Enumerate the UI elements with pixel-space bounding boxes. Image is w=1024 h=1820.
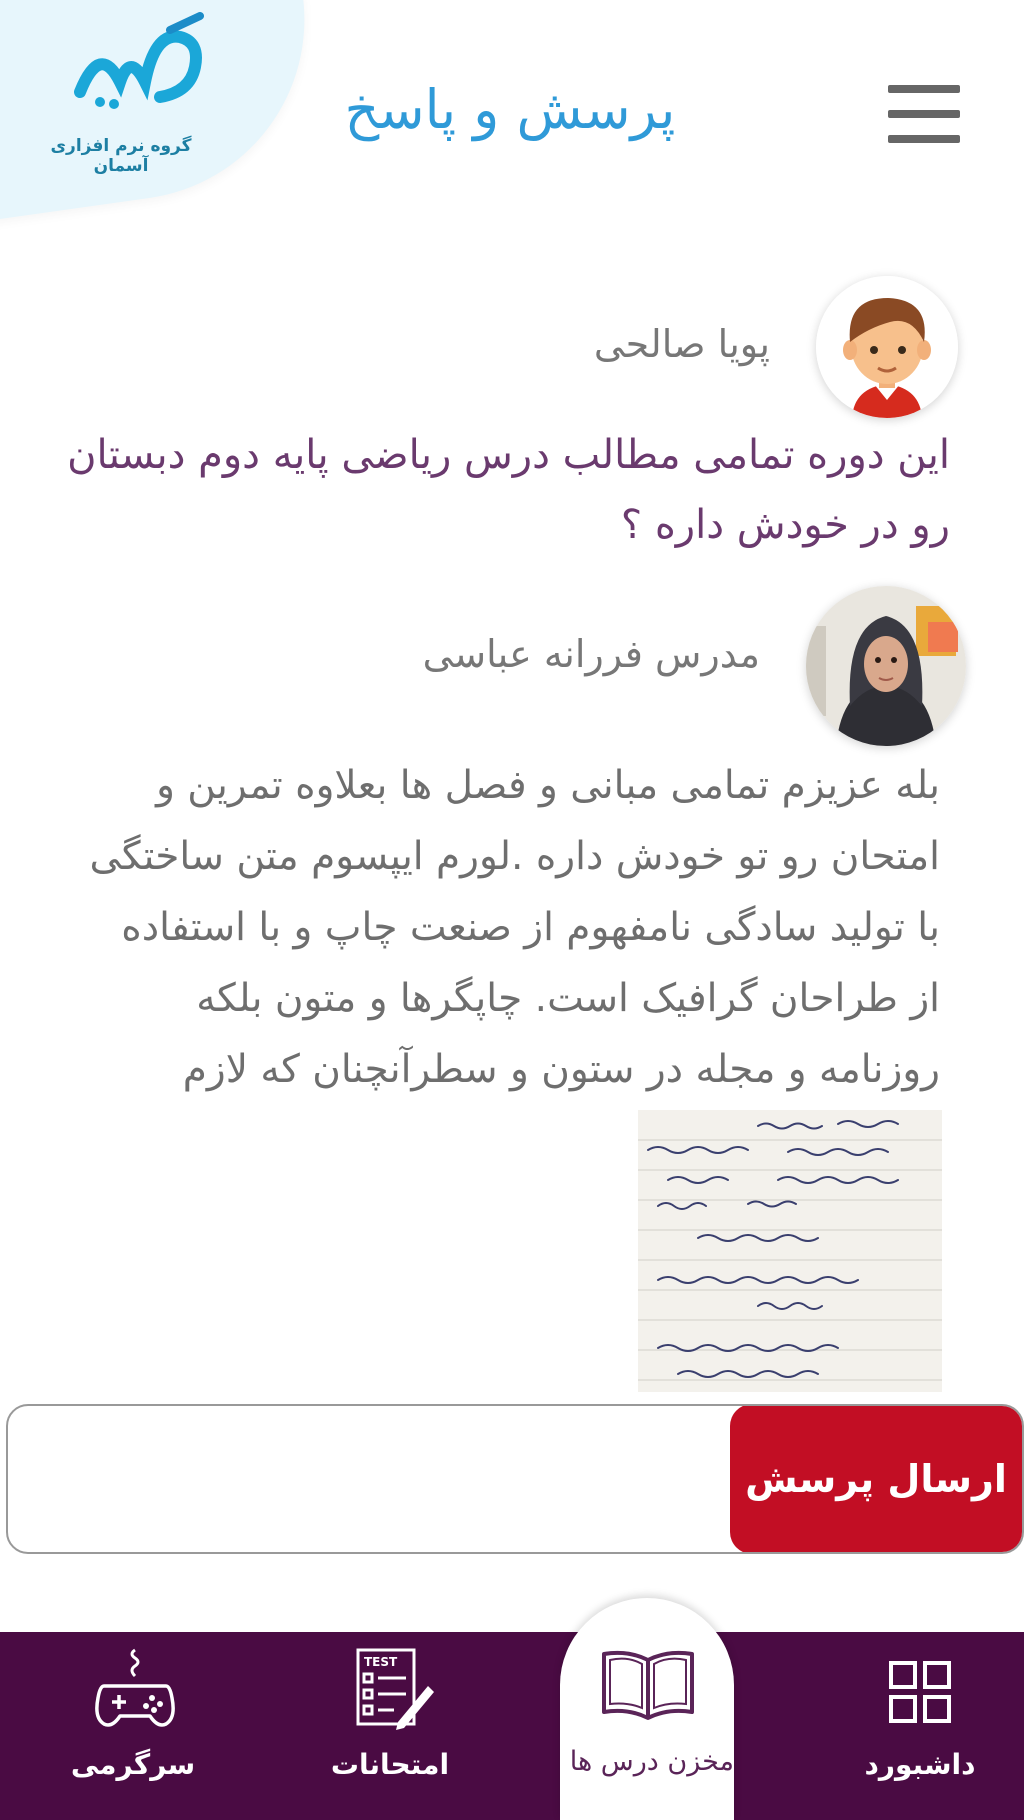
bottom-navigation xyxy=(0,1632,1024,1820)
test-sheet-icon xyxy=(354,1646,434,1734)
page-title: پرسش و پاسخ xyxy=(344,78,676,141)
nav-label: سرگرمی xyxy=(70,1748,196,1781)
answer-author: مدرس فررانه عباسی xyxy=(422,632,760,676)
logo-icon xyxy=(60,12,210,112)
nav-item-entertainment[interactable] xyxy=(58,1632,208,1820)
handwritten-note-image[interactable] xyxy=(638,1110,942,1392)
avatar xyxy=(806,586,966,746)
nav-item-dashboard[interactable] xyxy=(850,1632,990,1820)
question-text: این دوره تمامی مطالب درس ریاضی پایه دوم دبستان رو در خودش داره ؟ xyxy=(67,432,950,548)
answer-text: بله عزیزم تمامی مبانی و فصل ها بعلاوه تمرین و امتحان رو تو خودش داره .لورم ایپسوم متن ساختگی با تولید سادگی نامفهوم از صنعت چاپ و با استفاده از طراحان گرافیک است. چاپگرها و متون بلکه روزنامه و مجله در ستون و سطرآنچنان که لازم xyxy=(89,763,940,1092)
dashboard-grid-icon xyxy=(888,1660,952,1728)
question-author: پویا صالحی xyxy=(593,322,770,366)
open-book-icon xyxy=(598,1646,698,1730)
logo-subtitle: گروه نرم افزاری آسمان xyxy=(50,136,192,176)
gamepad-icon xyxy=(90,1646,180,1740)
nav-item-lessons[interactable] xyxy=(560,1598,734,1820)
nav-label: مخزن درس ها xyxy=(569,1746,734,1777)
hamburger-menu-icon[interactable] xyxy=(888,85,960,143)
ask-question-form xyxy=(6,1404,1024,1554)
send-question-button[interactable]: ارسال پرسش xyxy=(730,1404,1022,1554)
avatar xyxy=(816,276,958,418)
nav-label: داشبورد xyxy=(864,1748,976,1781)
svg-text:TEST: TEST xyxy=(364,1655,398,1669)
nav-item-exams[interactable] xyxy=(310,1632,470,1820)
question-input[interactable] xyxy=(8,1406,718,1552)
nav-label: امتحانات xyxy=(330,1748,450,1781)
